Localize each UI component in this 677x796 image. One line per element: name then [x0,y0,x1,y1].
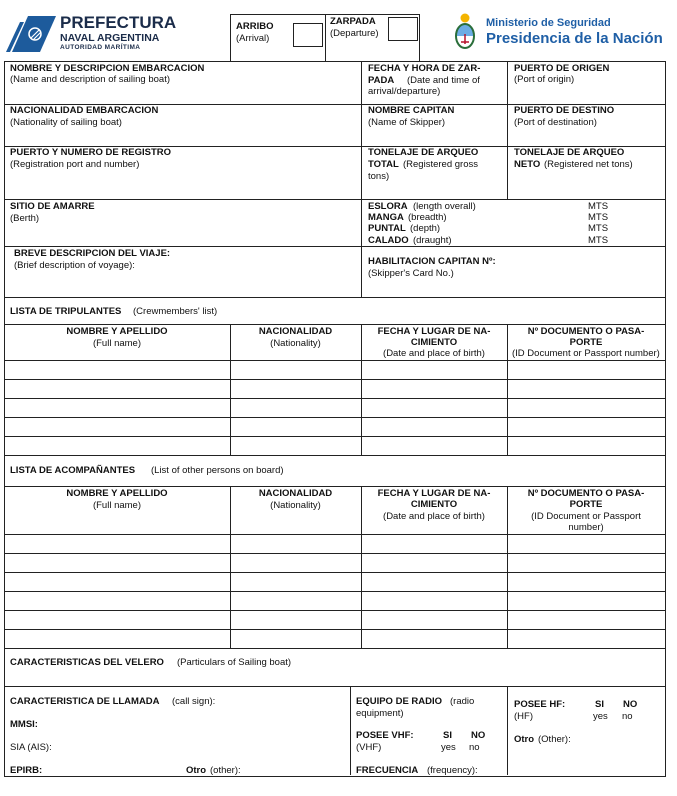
gross-tonnage-label: TONELAJE DE ARQUEO [368,147,479,158]
net-tonnage-label: TONELAJE DE ARQUEO [514,147,625,158]
puntal-label-en: (depth) [410,223,441,234]
manga-label: MANGA [368,212,404,223]
eslora-unit: MTS [588,201,609,212]
hf-yes-option-en: yes [593,711,608,722]
frequency-label: FRECUENCIA [356,765,419,776]
departure-label: ZARPADA [330,16,376,27]
puntal-label: PUNTAL [368,223,406,234]
hf-label: POSEE HF: [514,699,566,710]
departure-checkbox[interactable] [388,17,418,41]
departure-label-en: (Departure) [330,28,379,39]
destination-port-label: PUERTO DE DESTINO [514,105,615,116]
ais-label[interactable]: SIA (AIS): [10,742,52,753]
crew-col-nationality: NACIONALIDAD [258,326,333,337]
crew-col-birth-en: (Date and place of birth) [383,348,485,359]
arrival-checkbox[interactable] [293,23,323,47]
datetime-label-en: (Date and time of [407,75,480,86]
features-title: CARACTERISTICAS DEL VELERO [10,657,164,668]
other-label-en: (other): [210,765,241,776]
berth-label: SITIO DE AMARRE [10,201,95,212]
nationality-label-en: (Nationality of sailing boat) [10,117,122,128]
argentina-coat-of-arms [452,12,478,52]
manga-label-en: (breadth) [408,212,447,223]
vhf-no-option[interactable]: NO [471,730,486,741]
others-col-nationality: NACIONALIDAD [258,488,333,499]
vessel-name-label-en: (Name and description of sailing boat) [10,74,171,85]
others-col-document: Nº DOCUMENTO O PASA- [527,488,645,499]
crew-col-birth-2: CIMIENTO [410,337,458,348]
registry-label: PUERTO Y NUMERO DE REGISTRO [10,147,171,158]
datetime-label: FECHA Y HORA DE ZAR- [368,63,481,74]
manga-unit: MTS [588,212,609,223]
others-col-document-en: (ID Document or Passport [531,511,641,522]
vhf-label-en: (VHF) [356,742,382,753]
hf-no-option-en: no [622,711,633,722]
crew-col-birth: FECHA Y LUGAR DE NA- [377,326,491,337]
others-col-name-en: (Full name) [92,500,142,511]
logo-subtitle-2: AUTORIDAD MARÍTIMA [60,44,141,51]
voyage-label: BREVE DESCRIPCION DEL VIAJE: [14,248,171,259]
voyage-label-en: (Brief description of voyage): [14,260,135,271]
origin-port-label: PUERTO DE ORIGEN [514,63,610,74]
prefectura-logo [6,16,56,52]
logo-subtitle: NAVAL ARGENTINA [60,32,160,44]
callsign-label: CARACTERISTICA DE LLAMADA [10,696,160,707]
epirb-label[interactable]: EPIRB: [10,765,43,776]
hf-yes-option[interactable]: SI [595,699,604,710]
crew-title-en: (Crewmembers' list) [133,306,218,317]
crew-col-document: Nº DOCUMENTO O PASA- [527,326,645,337]
mmsi-label[interactable]: MMSI: [10,719,38,730]
arrival-label-en: (Arrival) [236,33,270,44]
crew-col-document-en: (ID Document or Passport number) [512,348,660,359]
calado-unit: MTS [588,235,609,246]
vhf-no-option-en: no [469,742,480,753]
gross-tonnage-label-en: (Registered gross [403,159,478,170]
crew-col-name: NOMBRE Y APELLIDO [66,326,168,337]
vhf-yes-option[interactable]: SI [443,730,452,741]
crew-col-nationality-en: (Nationality) [270,338,321,349]
logo-title: PREFECTURA [60,13,177,32]
skipper-label: NOMBRE CAPITAN [368,105,455,116]
others-title-en: (List of other persons on board) [151,465,284,476]
crew-col-name-en: (Full name) [92,338,142,349]
prefectura-emblem-icon [6,16,56,52]
callsign-label-en: (call sign): [172,696,216,707]
others-col-name: NOMBRE Y APELLIDO [66,488,168,499]
crew-col-document-2: PORTE [569,337,603,348]
calado-label: CALADO [368,235,409,246]
vhf-label: POSEE VHF: [356,730,414,741]
coat-of-arms-icon [452,12,478,52]
presidency-name: Presidencia de la Nación [486,30,663,47]
hf-no-option[interactable]: NO [623,699,638,710]
radio-label-en-2: equipment) [356,708,404,719]
skipper-card-label-en: (Skipper's Card No.) [368,268,454,279]
net-tonnage-label-en: (Registered net tons) [544,159,633,170]
vessel-name-label: NOMBRE Y DESCRIPCION EMBARCACION [10,63,205,74]
net-tonnage-label-2: NETO [514,159,541,170]
others-title: LISTA DE ACOMPAÑANTES [10,465,136,476]
radio-label-en: (radio [450,696,475,707]
others-col-document-2: PORTE [569,499,603,510]
others-col-birth-en: (Date and place of birth) [383,511,485,522]
eslora-label-en: (length overall) [413,201,476,212]
other-equipment-label-en: (Other): [538,734,571,745]
others-col-birth: FECHA Y LUGAR DE NA- [377,488,491,499]
calado-label-en: (draught) [413,235,452,246]
radio-label: EQUIPO DE RADIO [356,696,443,707]
gross-tonnage-label-2: TOTAL [368,159,399,170]
berth-label-en: (Berth) [10,213,40,224]
arrival-label: ARRIBO [236,21,274,32]
others-col-nationality-en: (Nationality) [270,500,321,511]
puntal-unit: MTS [588,223,609,234]
eslora-label: ESLORA [368,201,408,212]
hf-label-en: (HF) [514,711,533,722]
datetime-label-2: PADA [368,75,395,86]
destination-port-label-en: (Port of destination) [514,117,597,128]
skipper-card-label: HABILITACION CAPITAN Nº: [368,256,496,267]
nationality-label: NACIONALIDAD EMBARCACION [10,105,159,116]
registry-label-en: (Registration port and number) [10,159,140,170]
skipper-label-en: (Name of Skipper) [368,117,446,128]
crew-title: LISTA DE TRIPULANTES [10,306,122,317]
features-title-en: (Particulars of Sailing boat) [177,657,292,668]
gross-tonnage-label-en-2: tons) [368,171,390,182]
ministry-name: Ministerio de Seguridad [486,17,611,29]
other-equipment-label: Otro [514,734,535,745]
origin-port-label-en: (Port of origin) [514,74,575,85]
other-label: Otro [186,765,207,776]
others-col-birth-2: CIMIENTO [410,499,458,510]
datetime-label-en-2: arrival/departure) [368,86,441,97]
vhf-yes-option-en: yes [441,742,456,753]
others-col-document-en-2: number) [568,522,604,533]
frequency-label-en: (frequency): [427,765,478,776]
